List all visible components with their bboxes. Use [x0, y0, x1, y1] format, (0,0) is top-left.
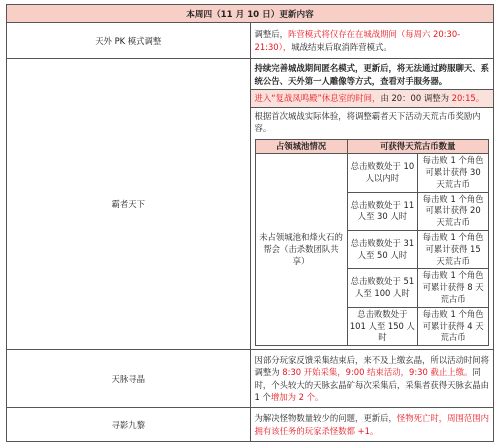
- reward-table: [255, 139, 490, 347]
- reward-range-3: 总击败数处于 31 人至 50 人时: [347, 231, 418, 269]
- row-content-pk: [250, 23, 494, 59]
- bazhe-para-1: 持续完善城战期间匿名模式，更新后，将无法通过跨服聊天、系统公告、天外第一人雕像等方式，查看对手服务器。: [254, 63, 489, 86]
- reward-header-coins: 可获得天荒古币数量: [347, 139, 489, 154]
- reward-range-1: 总击败数处于 10 人以内时: [347, 154, 418, 192]
- reward-range-2: 总击败数处于 11 人至 30 人时: [347, 192, 418, 230]
- reward-range-5: 总击败数处于 101 人至 150 人时: [347, 307, 418, 345]
- bazhe-para-2-red: 进入“复战凤鸣殿”休息室的时间，: [254, 93, 381, 103]
- tianmai-time-red: 8:30 开始采集，9:00 结束活动，9:30 截止上缴。: [282, 367, 473, 378]
- pk-text-red: 阵营模式将仅存在在城战期间（每周六 20:30-21:30），: [254, 29, 461, 52]
- row-label-xunying: 寻影九黎: [7, 408, 251, 442]
- reward-table-holder: [251, 137, 494, 350]
- reward-header-occupy: 占领城池情况: [255, 139, 347, 154]
- reward-value-3: 每击败 1 个角色 可累计获得 15 天荒古币: [418, 231, 489, 269]
- bazhe-para-2-black: 由 20：00 调整为: [380, 93, 452, 103]
- pk-text-post: 城战结束后取消阵营模式。: [291, 41, 392, 52]
- update-table: [6, 4, 494, 442]
- row-label-pk: 天外 PK 模式调整: [7, 23, 251, 59]
- table-title: 本周四（11 月 10 日）更新内容: [7, 5, 494, 23]
- reward-range-4: 总击败数处于 51 人至 100 人时: [347, 269, 418, 307]
- row-label-bazhe: 霸者天下: [7, 59, 251, 350]
- pk-text-pre: 调整后，: [254, 29, 288, 39]
- row-content-tianmai: 因部分玩家反馈采集结束后，来不及上缴玄晶，所以活动时间将调整为 8:30 开始采集，9:00 结束活动，9:30 截止上缴。同时，个头较大的天脉玄晶矿每次采集后，采集者获得天脉玄晶由 1 个增加为 2 个。: [250, 350, 494, 408]
- reward-value-2: 每击败 1 个角色 可累计获得 20 天荒古币: [418, 192, 489, 230]
- row-content-bazhe: [250, 59, 494, 350]
- reward-value-1: 每击败 1 个角色 可累计获得 30 天荒古币: [418, 154, 489, 192]
- reward-group-label: 未占领城池和烽火石的帮会（击杀数团队共享）: [255, 154, 347, 346]
- xunying-text-red: 怪物死亡时，周围范围内拥有该任务的玩家杀怪数都 +1。: [254, 413, 489, 436]
- reward-value-4: 每击败 1 个角色 可累计获得 8 天荒古币: [418, 269, 489, 307]
- row-label-tianmai: 天脉寻晶: [7, 350, 251, 408]
- tianmai-count-red: 增加为 2 个。: [270, 392, 324, 403]
- bazhe-para-2-time: 20:15。: [451, 93, 485, 103]
- bazhe-para-2: [251, 89, 494, 108]
- bazhe-para-3: 根据首次城战实际体验，将调整霸者天下活动天荒古币奖励内容。: [254, 110, 481, 133]
- row-content-xunying: 为解决怪物数量较少的问题，更新后，怪物死亡时，周围范围内拥有该任务的玩家杀怪数都 +1。: [250, 408, 494, 442]
- reward-value-5: 每击败 1 个角色 可累计获得 4 天荒古币: [418, 307, 489, 345]
